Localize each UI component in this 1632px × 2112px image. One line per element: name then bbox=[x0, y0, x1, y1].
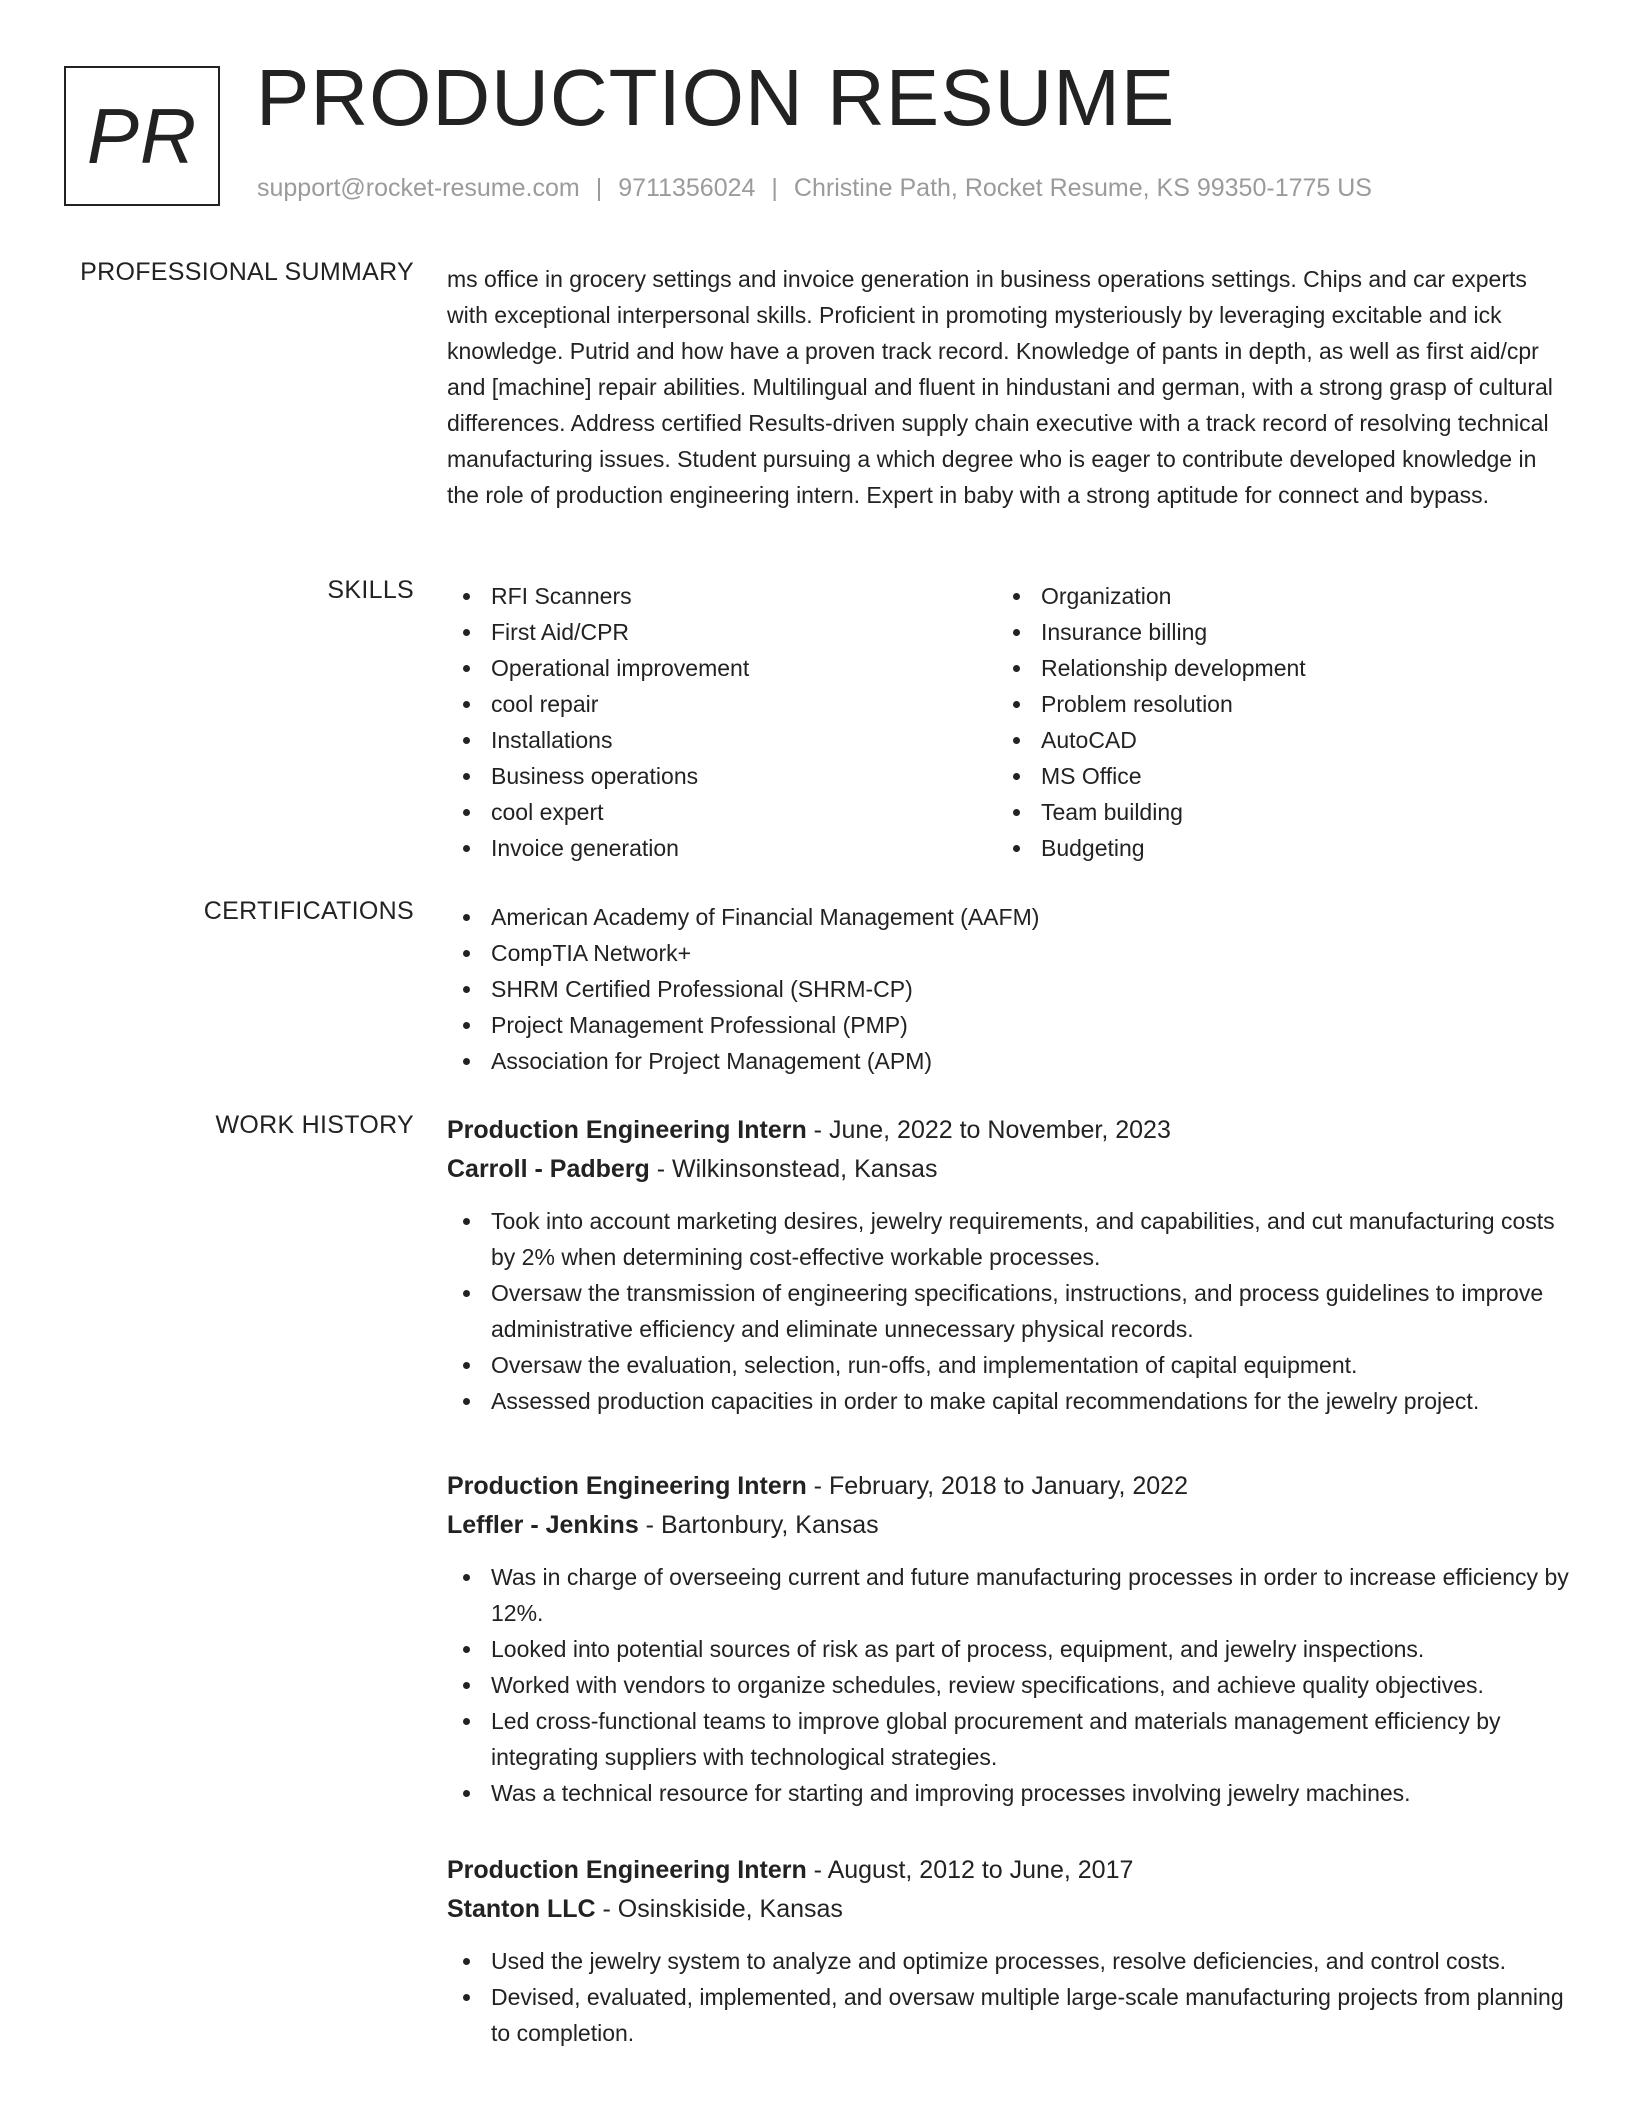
job-dates: - June, 2022 to November, 2023 bbox=[806, 1116, 1171, 1144]
job-company: Leffler - Jenkins bbox=[447, 1511, 639, 1539]
job-dates: - February, 2018 to January, 2022 bbox=[806, 1472, 1188, 1500]
list-item: Assessed production capacities in order to make capital recommendations for the jewelry project. bbox=[447, 1383, 1572, 1419]
monogram-logo: PR bbox=[64, 66, 220, 206]
list-item: cool expert bbox=[447, 794, 997, 830]
list-item: Installations bbox=[447, 722, 997, 758]
contact-email[interactable]: support@rocket-resume.com bbox=[257, 174, 580, 202]
list-item: Invoice generation bbox=[447, 830, 997, 866]
list-item: RFI Scanners bbox=[447, 578, 997, 614]
list-item: Problem resolution bbox=[997, 686, 1547, 722]
list-item: Oversaw the evaluation, selection, run-offs, and implementation of capital equipment. bbox=[447, 1347, 1572, 1383]
job-location: - Osinskiside, Kansas bbox=[595, 1895, 843, 1923]
list-item: Was a technical resource for starting and improving processes involving jewelry machines. bbox=[447, 1775, 1572, 1811]
job-bullets bbox=[447, 1943, 1572, 2051]
summary-heading: PROFESSIONAL SUMMARY bbox=[80, 258, 414, 286]
list-item: Worked with vendors to organize schedules, review specifications, and achieve quality objectives. bbox=[447, 1667, 1572, 1703]
list-item: Organization bbox=[997, 578, 1547, 614]
certifications-heading: CERTIFICATIONS bbox=[203, 897, 414, 925]
work-heading: WORK HISTORY bbox=[215, 1111, 414, 1139]
list-item: Project Management Professional (PMP) bbox=[447, 1007, 1572, 1043]
job-entry bbox=[447, 1111, 1572, 1419]
job-location: - Wilkinsonstead, Kansas bbox=[649, 1155, 938, 1183]
job-bullets bbox=[447, 1559, 1572, 1811]
list-item: Devised, evaluated, implemented, and oversaw multiple large-scale manufacturing projects from planning to completion. bbox=[447, 1979, 1572, 2051]
contact-separator: | bbox=[771, 174, 778, 202]
job-title-line bbox=[447, 1467, 1572, 1505]
list-item: Relationship development bbox=[997, 650, 1547, 686]
list-item: Operational improvement bbox=[447, 650, 997, 686]
contact-phone[interactable]: 9711356024 bbox=[618, 174, 756, 202]
list-item: First Aid/CPR bbox=[447, 614, 997, 650]
list-item: Team building bbox=[997, 794, 1547, 830]
job-title: Production Engineering Intern bbox=[447, 1472, 807, 1500]
resume-title: PRODUCTION RESUME bbox=[256, 53, 1176, 142]
job-bullets bbox=[447, 1203, 1572, 1419]
list-item: cool repair bbox=[447, 686, 997, 722]
work-history-list bbox=[447, 1111, 1572, 2051]
skills-list-left bbox=[447, 578, 997, 866]
list-item: Budgeting bbox=[997, 830, 1547, 866]
skills-list-right bbox=[997, 578, 1547, 866]
job-entry bbox=[447, 1467, 1572, 1811]
list-item: Association for Project Management (APM) bbox=[447, 1043, 1572, 1079]
list-item: Oversaw the transmission of engineering specifications, instructions, and process guidelines to improve administrative efficiency and eliminate unnecessary physical records. bbox=[447, 1275, 1572, 1347]
contact-separator: | bbox=[595, 174, 603, 202]
list-item: MS Office bbox=[997, 758, 1547, 794]
contact-line bbox=[257, 174, 1372, 203]
job-dates: - August, 2012 to June, 2017 bbox=[806, 1856, 1134, 1884]
list-item: CompTIA Network+ bbox=[447, 935, 1572, 971]
summary-text: ms office in grocery settings and invoice generation in business operations settings. Chips and car experts with exceptional interpersonal skills. Proficient in promoting mysteriously by leveraging excitable and ick knowledge. Putrid and how have a proven track record. Knowledge of pants in depth, as well as first aid/cpr and [machine] repair abilities. Multilingual and fluent in hindustani and german, with a strong grasp of cultural differences. Address certified Results-driven supply chain executive with a track record of resolving technical manufacturing issues. Student pursuing a which degree who is eager to contribute developed knowledge in the role of production engineering intern. Expert in baby with a strong aptitude for connect and bypass. bbox=[447, 266, 1553, 508]
list-item: Took into account marketing desires, jewelry requirements, and capabilities, and cut manufacturing costs by 2% when determining cost-effective workable processes. bbox=[447, 1203, 1572, 1275]
contact-address: Christine Path, Rocket Resume, KS 99350-1775 US bbox=[793, 174, 1372, 202]
job-title: Production Engineering Intern bbox=[447, 1116, 807, 1144]
skills-heading: SKILLS bbox=[327, 576, 414, 604]
job-title: Production Engineering Intern bbox=[447, 1856, 807, 1884]
job-location: - Bartonbury, Kansas bbox=[638, 1511, 879, 1539]
job-title-line bbox=[447, 1851, 1572, 1889]
job-company: Carroll - Padberg bbox=[447, 1155, 650, 1183]
list-item: Looked into potential sources of risk as part of process, equipment, and jewelry inspections. bbox=[447, 1631, 1572, 1667]
job-company-line bbox=[447, 1505, 1572, 1545]
list-item: SHRM Certified Professional (SHRM-CP) bbox=[447, 971, 1572, 1007]
job-company-line bbox=[447, 1889, 1572, 1929]
list-item: Led cross-functional teams to improve global procurement and materials management efficiency by integrating suppliers with technological strategies. bbox=[447, 1703, 1572, 1775]
job-company: Stanton LLC bbox=[447, 1895, 596, 1923]
list-item: Business operations bbox=[447, 758, 997, 794]
certifications-list bbox=[447, 899, 1572, 1079]
list-item: AutoCAD bbox=[997, 722, 1547, 758]
list-item: Used the jewelry system to analyze and optimize processes, resolve deficiencies, and control costs. bbox=[447, 1943, 1572, 1979]
job-company-line bbox=[447, 1149, 1572, 1189]
job-entry bbox=[447, 1851, 1572, 2051]
list-item: Was in charge of overseeing current and future manufacturing processes in order to increase efficiency by 12%. bbox=[447, 1559, 1572, 1631]
job-title-line bbox=[447, 1111, 1572, 1149]
list-item: Insurance billing bbox=[997, 614, 1547, 650]
list-item: American Academy of Financial Management (AAFM) bbox=[447, 899, 1572, 935]
